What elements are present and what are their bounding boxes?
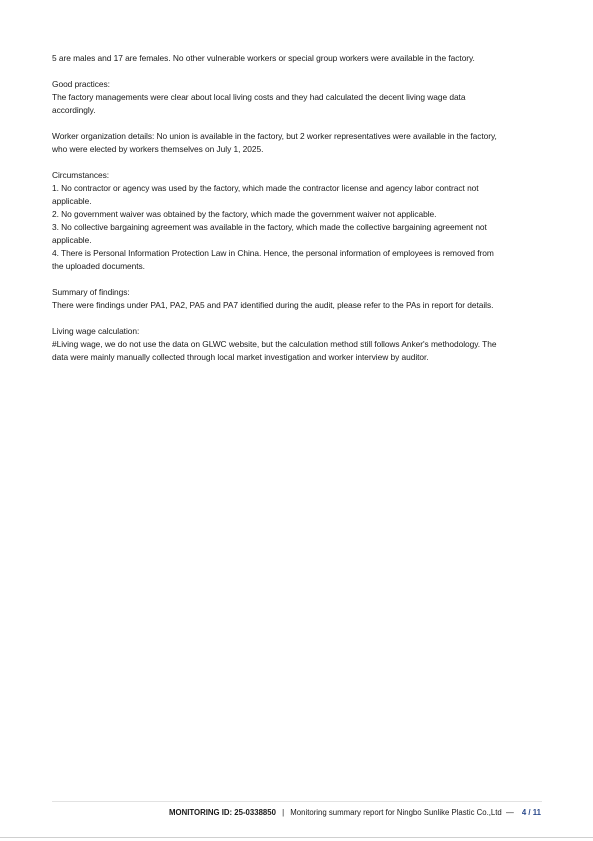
text-line: There were findings under PA1, PA2, PA5 and PA7 identified during the audit, please refer to the PAs in report for details.	[52, 300, 494, 310]
footer-dash: —	[505, 808, 514, 817]
text-line: 5 are males and 17 are females. No other vulnerable workers or special group workers were available in the factory.	[52, 53, 475, 63]
text-line: data were mainly manually collected through local market investigation and worker interview by auditor.	[52, 352, 429, 362]
text-line: 4. There is Personal Information Protection Law in China. Hence, the personal information of employees is removed from	[52, 248, 494, 258]
footer-monitoring-id: MONITORING ID: 25-0338850	[169, 808, 276, 817]
text-line: accordingly.	[52, 105, 96, 115]
report-body	[52, 52, 544, 377]
footer-divider	[52, 801, 542, 802]
footer-separator: |	[282, 808, 285, 817]
section-heading: Circumstances:	[52, 170, 110, 180]
text-line: 1. No contractor or agency was used by the factory, which made the contractor license and agency labor contract not	[52, 183, 479, 193]
section-heading: Summary of findings:	[52, 287, 130, 297]
page-footer	[169, 808, 541, 818]
footer-report-title: Monitoring summary report for Ningbo Sunlike Plastic Co.,Ltd	[290, 808, 502, 817]
report-section	[52, 325, 544, 364]
text-line: applicable.	[52, 196, 92, 206]
text-line: 2. No government waiver was obtained by the factory, which made the government waiver not applicable.	[52, 209, 437, 219]
report-section	[52, 52, 544, 65]
text-line: The factory managements were clear about local living costs and they had calculated the decent living wage data	[52, 92, 466, 102]
text-line: the uploaded documents.	[52, 261, 145, 271]
section-heading: Good practices:	[52, 79, 110, 89]
text-line: Worker organization details: No union is available in the factory, but 2 worker representatives were available in the factory,	[52, 131, 497, 141]
text-line: #Living wage, we do not use the data on GLWC website, but the calculation method still follows Anker's methodology. The	[52, 339, 497, 349]
footer-page-number: 4 / 11	[521, 808, 541, 817]
text-line: who were elected by workers themselves on July 1, 2025.	[52, 144, 264, 154]
report-section	[52, 286, 544, 312]
section-heading: Living wage calculation:	[52, 326, 140, 336]
text-line: 3. No collective bargaining agreement was available in the factory, which made the collective bargaining agreement not	[52, 222, 487, 232]
text-line: applicable.	[52, 235, 92, 245]
report-section	[52, 78, 544, 117]
page-bottom-edge	[0, 837, 593, 838]
report-section	[52, 130, 544, 156]
report-section	[52, 169, 544, 273]
